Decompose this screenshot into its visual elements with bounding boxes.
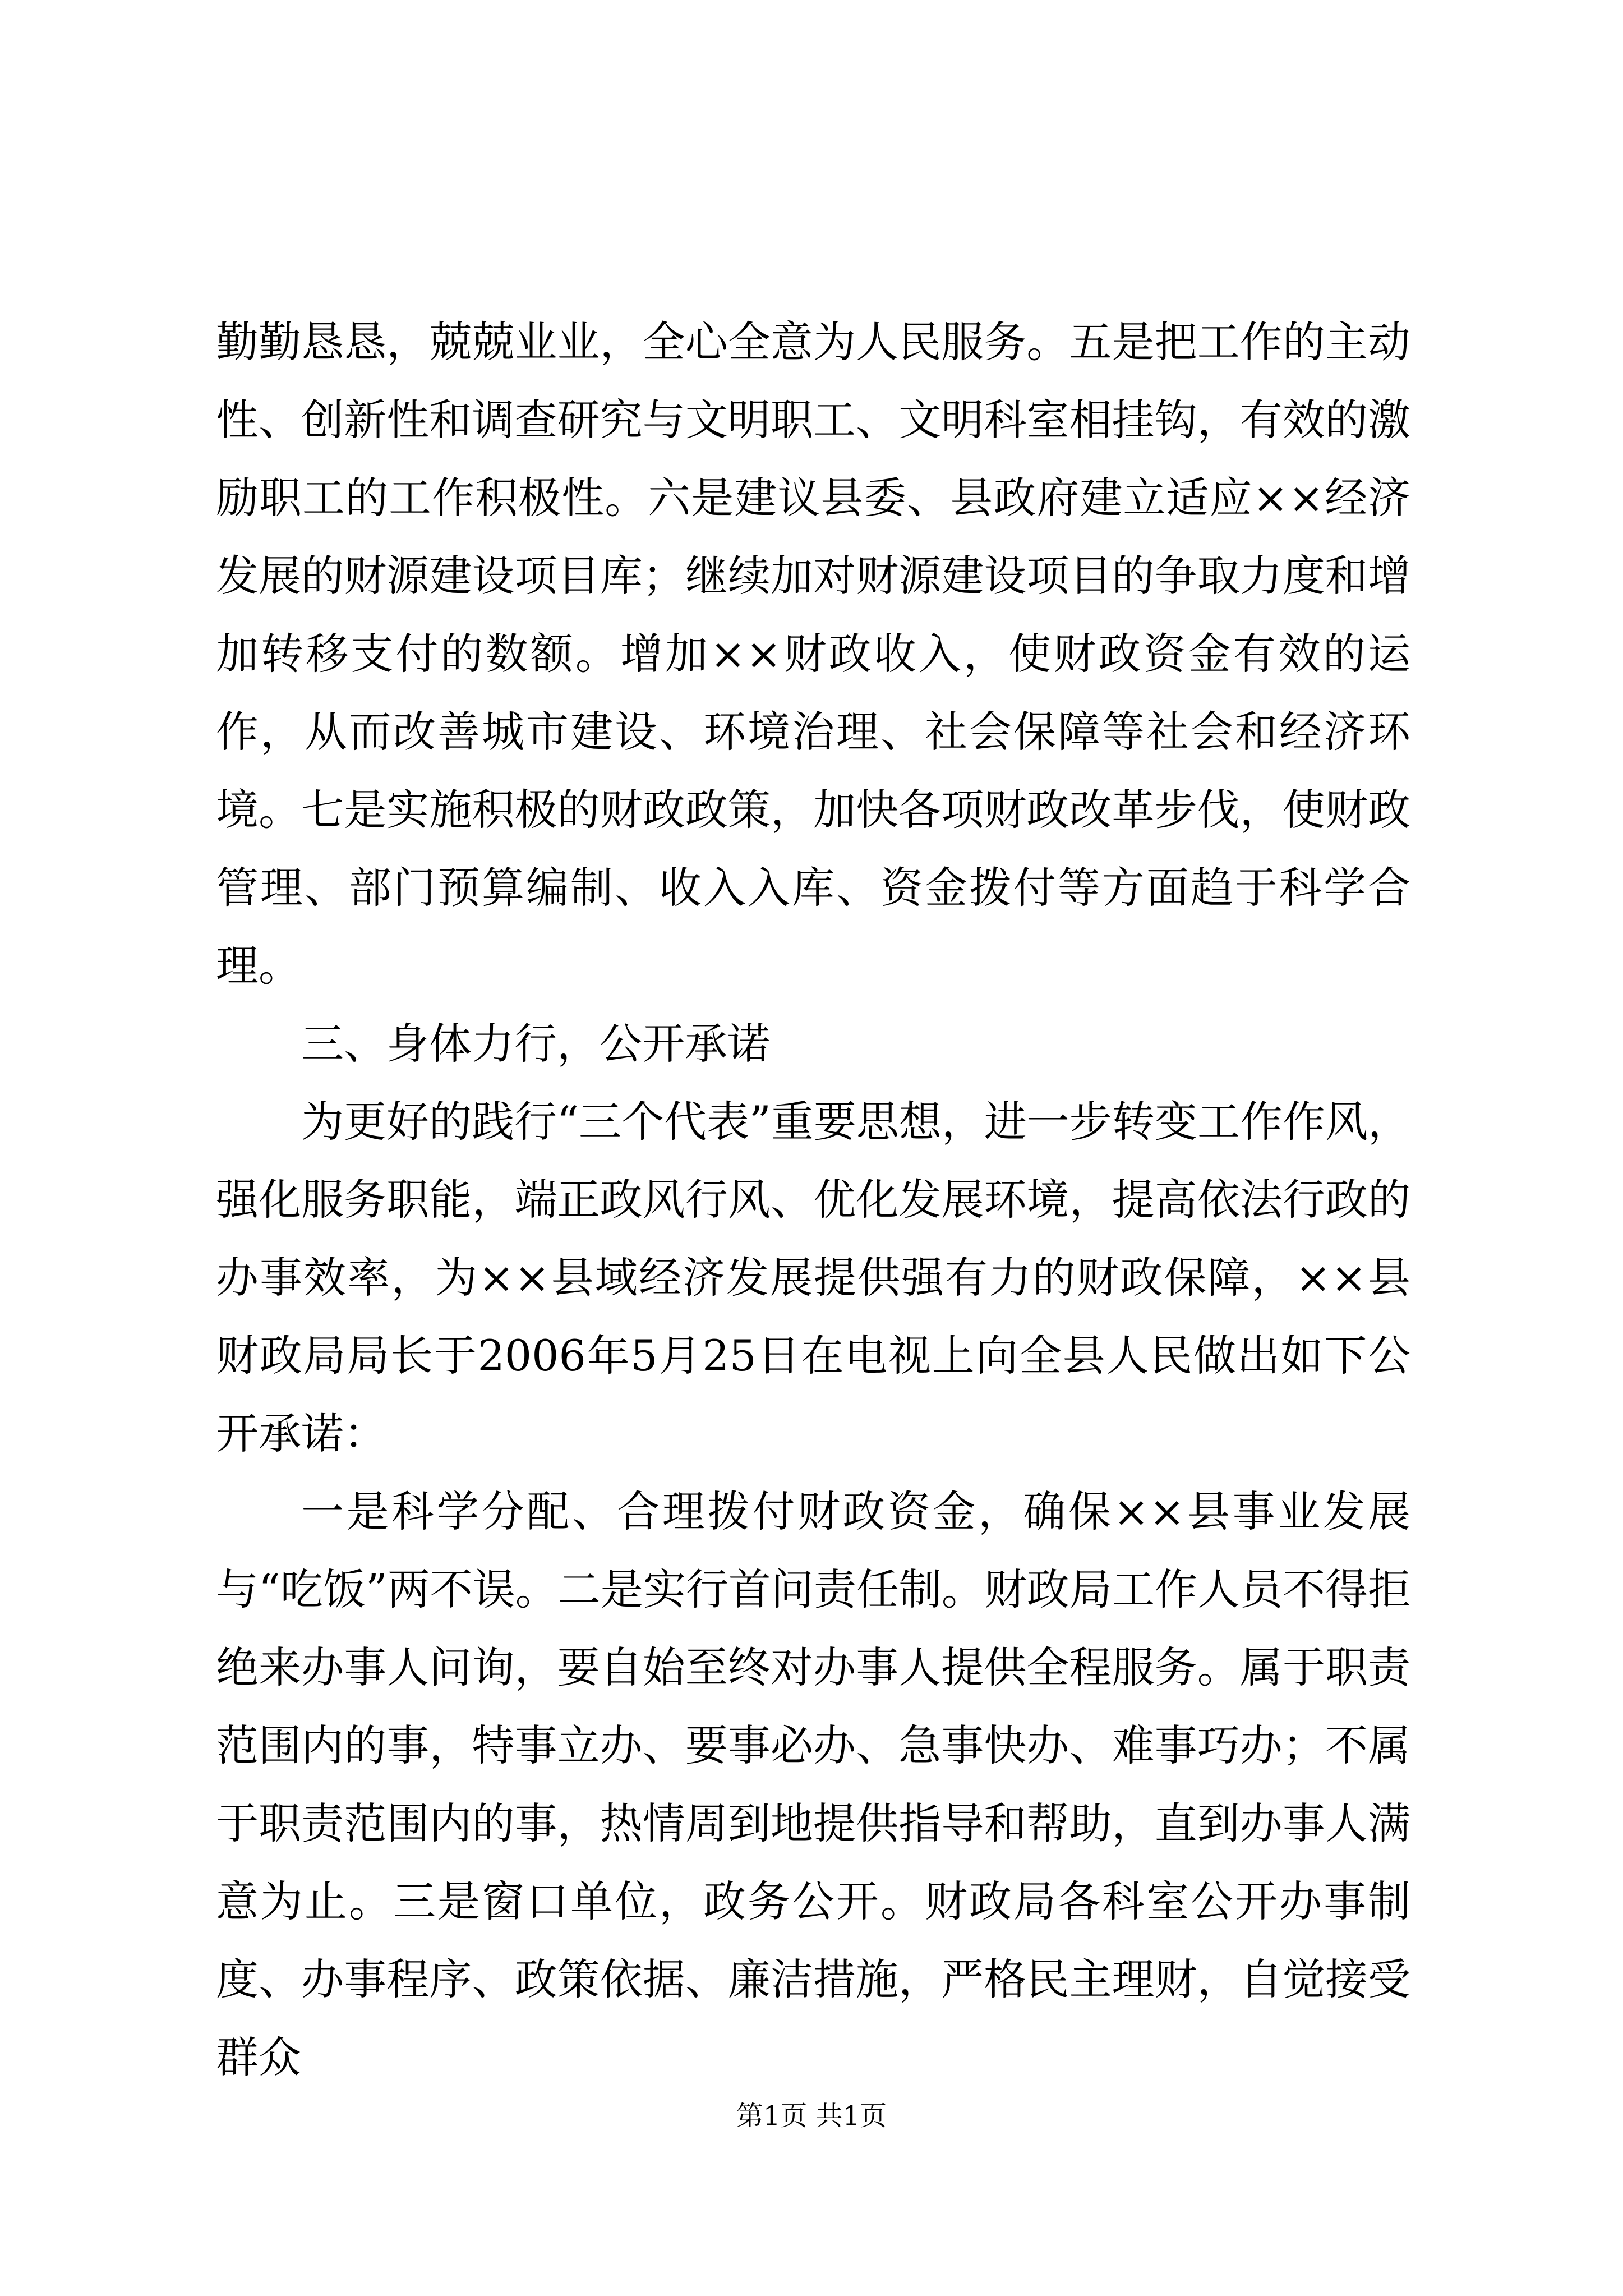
page-footer: 第1页 共1页 <box>736 2100 887 2132</box>
document-body <box>216 303 1410 2096</box>
paragraph-continued: 勤勤恳恳，兢兢业业，全心全意为人民服务。五是把工作的主动性、创新性和调查研究与文明职工、文明科室相挂钩，有效的激励职工的工作积极性。六是建议县委、县政府建立适应××经济发展的财源建设项目库；继续加对财源建设项目的争取力度和增加转移支付的数额。增加××财政收入，使财政资金有效的运作，从而改善城市建设、环境治理、社会保障等社会和经济环境。七是实施积极的财政政策，加快各项财政改革步伐，使财政管理、部门预算编制、收入入库、资金拨付等方面趋于科学合理。 <box>216 317 1410 991</box>
paragraph-commitments: 一是科学分配、合理拨付财政资金，确保××县事业发展与“吃饭”两不误。二是实行首问责任制。财政局工作人员不得拒绝来办事人问询，要自始至终对办事人提供全程服务。属于职责范围内的事，特事立办、要事必办、急事快办、难事巧办；不属于职责范围内的事，热情周到地提供指导和帮助，直到办事人满意为止。三是窗口单位，政务公开。财政局各科室公开办事制度、办事程序、政策依据、廉洁措施，严格民主理财，自觉接受群众 <box>216 1487 1410 2082</box>
section-heading: 三、身体力行，公开承诺 <box>301 1019 770 1069</box>
paragraph-commitment-intro: 为更好的践行“三个代表”重要思想，进一步转变工作作风，强化服务职能，端正政风行风、优化发展环境，提高依法行政的办事效率，为××县域经济发展提供强有力的财政保障，××县财政局局长于2006年5月25日在电视上向全县人民做出如下公开承诺： <box>216 1097 1410 1458</box>
